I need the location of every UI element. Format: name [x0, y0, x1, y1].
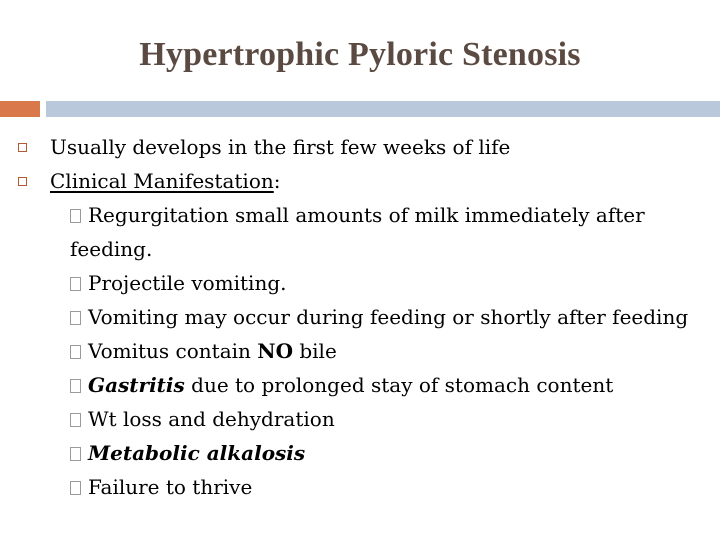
- accent-bar-blue: [46, 101, 720, 117]
- sub-bullet-item: [18, 470, 718, 504]
- sub-bullet-item: [18, 266, 718, 300]
- sub-bullet-text: bile: [292, 339, 337, 363]
- sub-bullet-text: Projectile vomiting.: [88, 271, 287, 295]
- emphasis-text: NO: [257, 339, 293, 363]
- sub-bullet-item: [18, 368, 718, 402]
- bullet-text: Usually develops in the first few weeks of life: [50, 135, 511, 159]
- bullet-heading: Clinical Manifestation: [50, 169, 274, 193]
- sub-bullet-square-icon: [70, 311, 81, 325]
- sub-bullet-square-icon: [70, 413, 81, 427]
- sub-bullet-item: [18, 300, 718, 334]
- sub-bullet-text: Wt loss and dehydration: [88, 407, 335, 431]
- sub-bullet-square-icon: [70, 209, 81, 223]
- slide-content: [18, 130, 718, 504]
- sub-bullet-text: feeding.: [70, 237, 153, 261]
- sub-bullet-square-icon: [70, 481, 81, 495]
- sub-bullet-text: Failure to thrive: [88, 475, 253, 499]
- bullet-item: [18, 130, 718, 164]
- sub-bullet-text: Vomitus contain: [88, 339, 258, 363]
- sub-bullet-text: due to prolonged stay of stomach content: [184, 373, 614, 397]
- sub-bullet-item: [18, 334, 718, 368]
- accent-bar-orange: [0, 101, 40, 117]
- emphasis-text: Metabolic alkalosis: [88, 441, 306, 465]
- sub-bullet-square-icon: [70, 447, 81, 461]
- sub-bullet-square-icon: [70, 277, 81, 291]
- emphasis-text: Gastritis: [88, 373, 185, 397]
- slide-title: Hypertrophic Pyloric Stenosis: [139, 36, 581, 73]
- sub-bullet-item: [18, 436, 718, 470]
- sub-bullet-square-icon: [70, 379, 81, 393]
- bullet-item: [18, 164, 718, 198]
- bullet-square-icon: [18, 143, 27, 152]
- sub-bullet-item: [18, 198, 718, 232]
- sub-bullet-text: Regurgitation small amounts of milk immediately after: [88, 203, 645, 227]
- bullet-colon: :: [273, 169, 281, 193]
- sub-bullet-item: [18, 402, 718, 436]
- bullet-square-icon: [18, 177, 27, 186]
- sub-bullet-text: Vomiting may occur during feeding or shortly after feeding: [88, 305, 689, 329]
- sub-bullet-square-icon: [70, 345, 81, 359]
- sub-bullet-continuation: [18, 232, 718, 266]
